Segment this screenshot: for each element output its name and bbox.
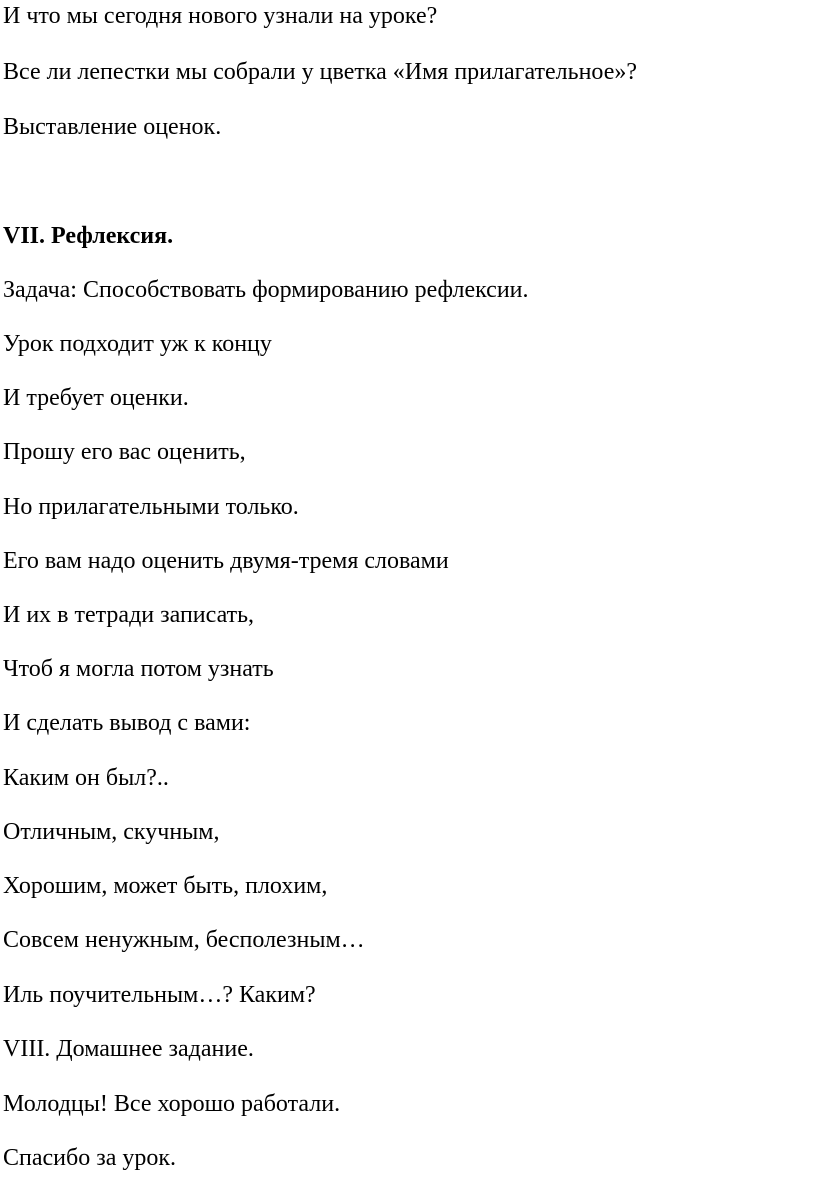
poem-line: Урок подходит уж к концу <box>3 331 272 357</box>
poem-line: Чтоб я могла потом узнать <box>3 656 274 682</box>
section-heading-homework: VIII. Домашнее задание. <box>3 1036 254 1062</box>
poem-line: Хорошим, может быть, плохим, <box>3 873 328 899</box>
poem-line: И их в тетради записать, <box>3 602 255 628</box>
intro-line: И что мы сегодня нового узнали на уроке? <box>3 3 438 29</box>
poem-line: Его вам надо оценить двумя-тремя словами <box>3 548 449 574</box>
poem-line: Но прилагательными только. <box>3 494 299 520</box>
poem-line: Каким он был?.. <box>3 765 169 791</box>
section-task: Задача: Способствовать формированию рефлексии. <box>3 277 529 303</box>
poem-line: И требует оценки. <box>3 385 189 411</box>
poem-line: Иль поучительным…? Каким? <box>3 982 316 1008</box>
poem-line: Отличным, скучным, <box>3 819 220 845</box>
closing-line: Спасибо за урок. <box>3 1145 177 1171</box>
poem-line: И сделать вывод с вами: <box>3 710 251 736</box>
closing-line: Молодцы! Все хорошо работали. <box>3 1091 341 1117</box>
poem-line: Прошу его вас оценить, <box>3 439 246 465</box>
intro-line: Все ли лепестки мы собрали у цветка «Имя прилагательное»? <box>3 59 638 85</box>
intro-line: Выставление оценок. <box>3 114 222 140</box>
section-heading-reflection: VII. Рефлексия. <box>3 223 174 249</box>
poem-line: Совсем ненужным, бесполезным… <box>3 927 365 953</box>
